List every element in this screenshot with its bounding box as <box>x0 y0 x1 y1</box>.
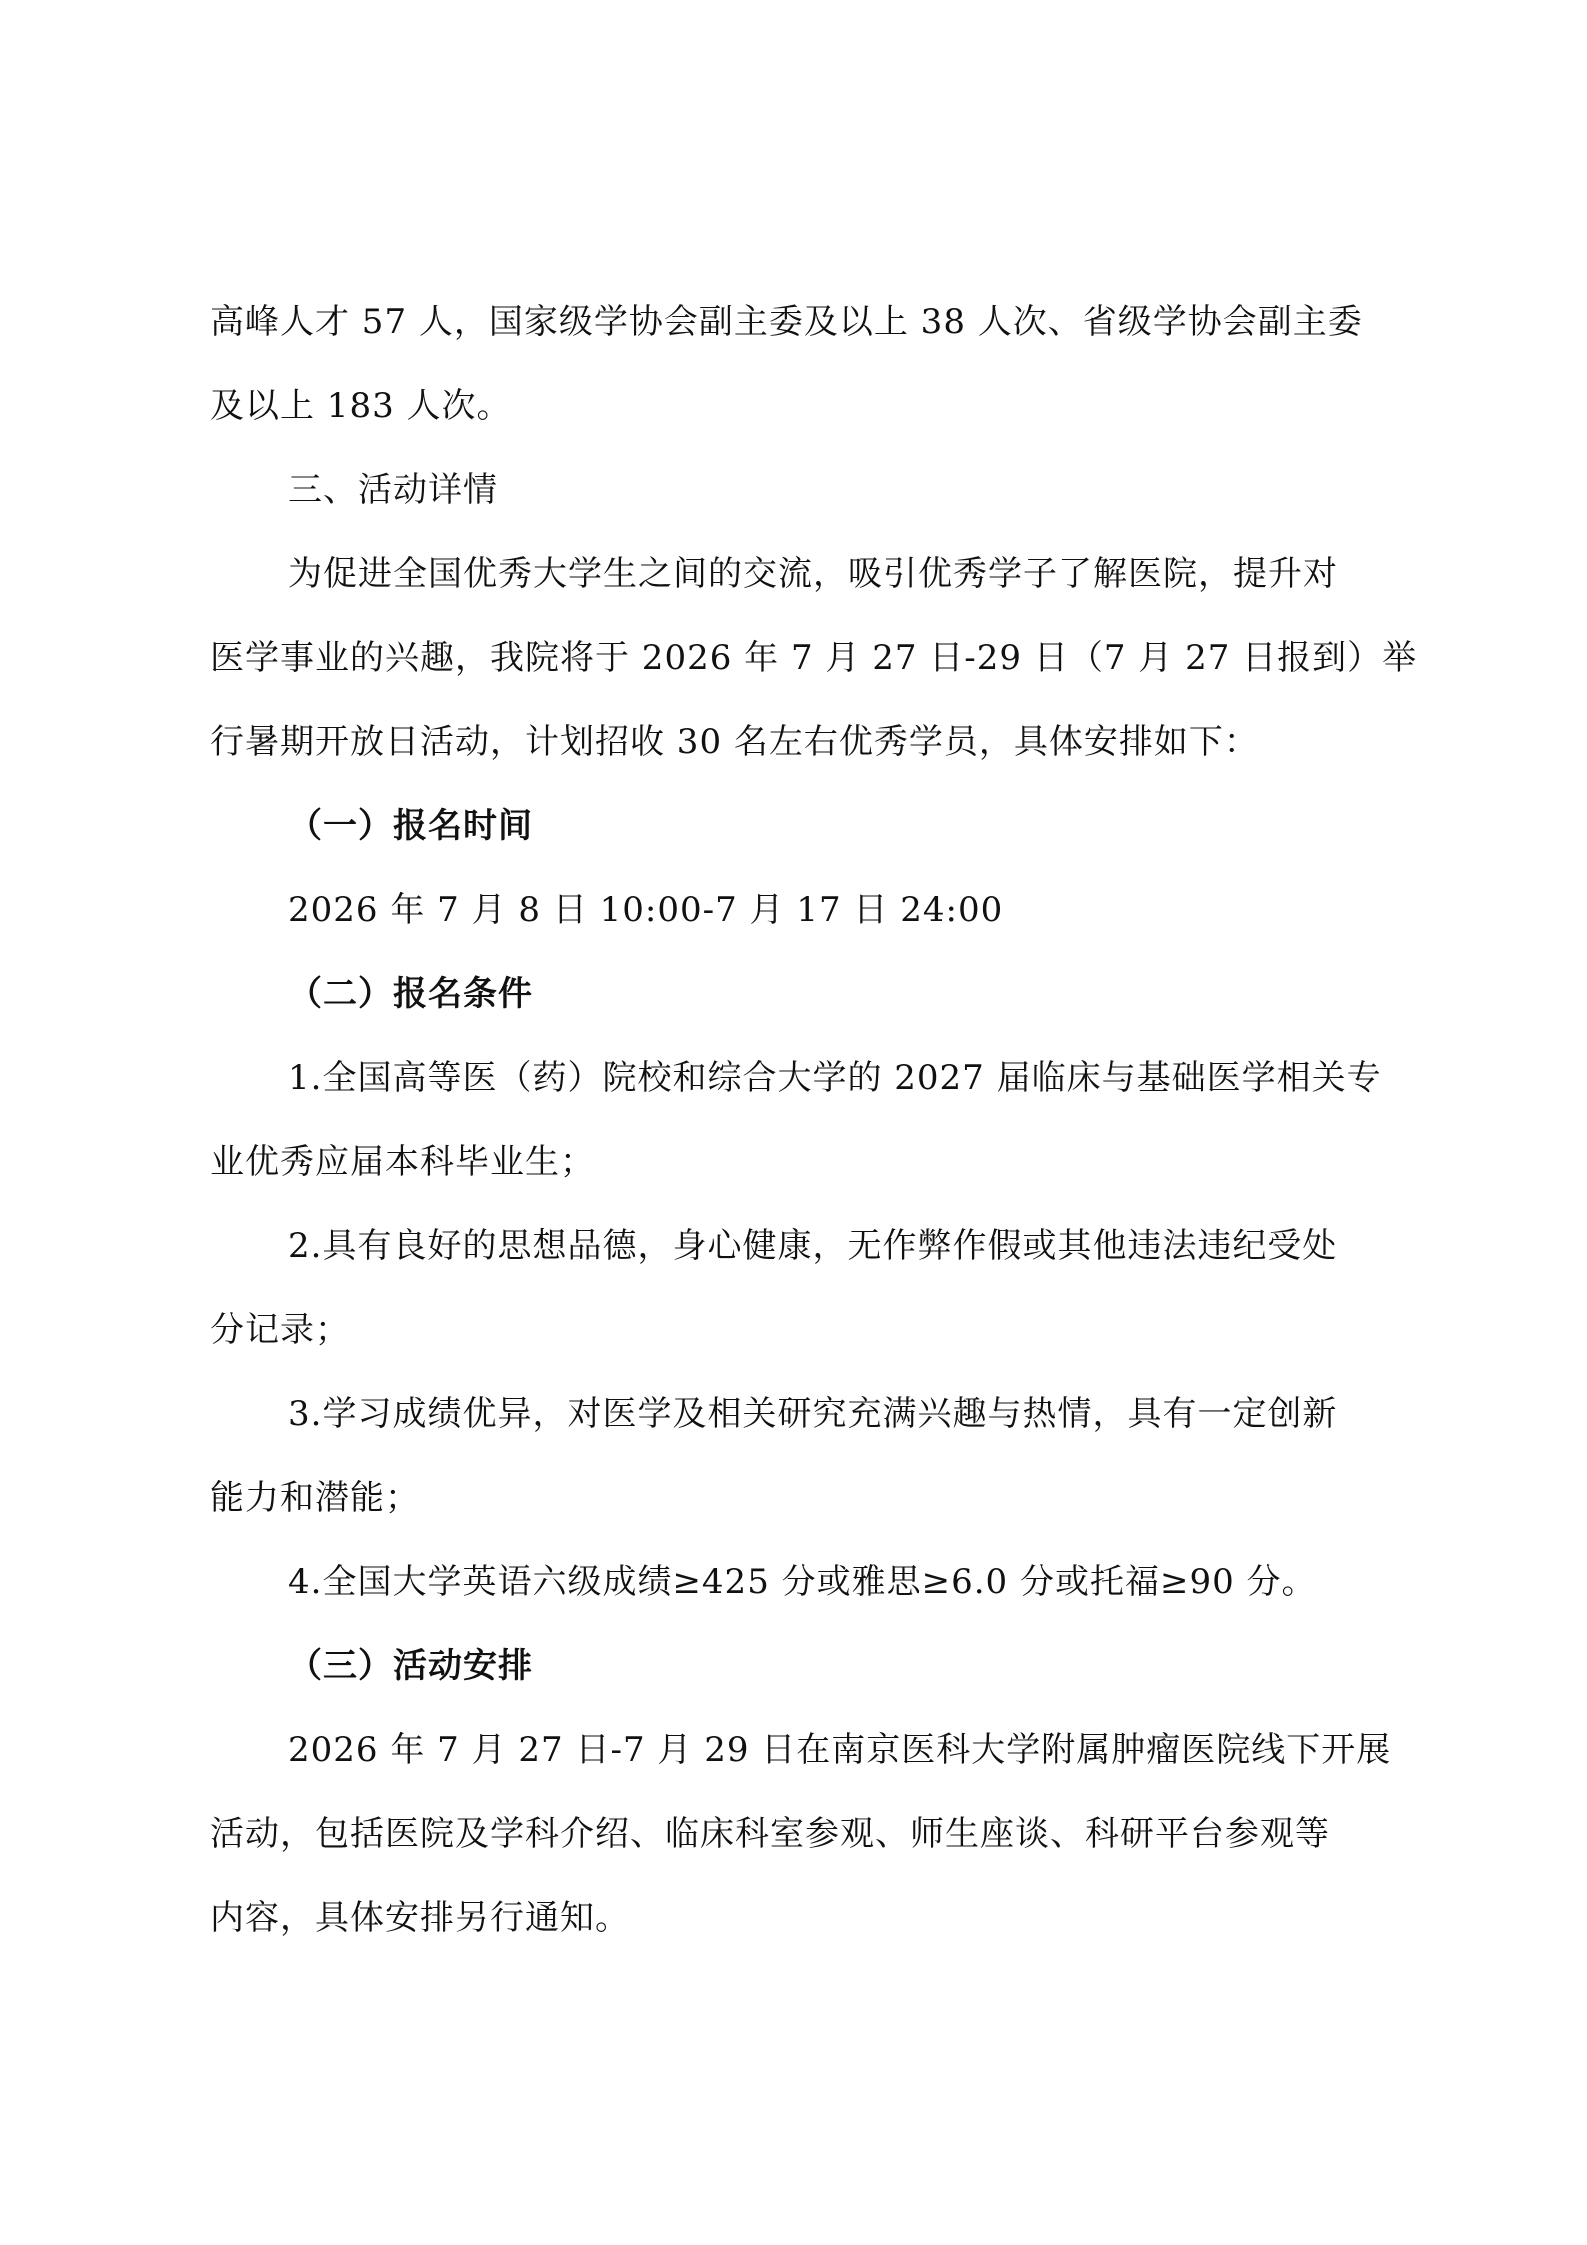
subheading-activity-arrangement: （三）活动安排 <box>288 1646 533 1686</box>
subheading-registration-conditions: （二）报名条件 <box>288 974 533 1014</box>
paragraph-talent-line-2: 及以上 183 人次。 <box>210 386 512 426</box>
condition-4-line-1: 4.全国大学英语六级成绩≥425 分或雅思≥6.0 分或托福≥90 分。 <box>288 1562 1317 1602</box>
condition-3-line-2: 能力和潜能； <box>210 1478 420 1518</box>
activity-intro-line-3: 行暑期开放日活动，计划招收 30 名左右优秀学员，具体安排如下： <box>210 722 1259 762</box>
activity-intro-line-2: 医学事业的兴趣，我院将于 2026 年 7 月 27 日-29 日（7 月 27 日报到）举 <box>210 638 1418 678</box>
section-heading-activity-details: 三、活动详情 <box>288 470 498 510</box>
arrangement-line-2: 活动，包括医院及学科介绍、临床科室参观、师生座谈、科研平台参观等 <box>210 1814 1330 1854</box>
arrangement-line-1: 2026 年 7 月 27 日-7 月 29 日在南京医科大学附属肿瘤医院线下开展 <box>288 1730 1392 1770</box>
condition-2-line-1: 2.具有良好的思想品德，身心健康，无作弊作假或其他违法违纪受处 <box>288 1226 1338 1266</box>
condition-1-line-1: 1.全国高等医（药）院校和综合大学的 2027 届临床与基础医学相关专 <box>288 1058 1382 1098</box>
activity-intro-line-1: 为促进全国优秀大学生之间的交流，吸引优秀学子了解医院，提升对 <box>288 554 1338 594</box>
condition-2-line-2: 分记录； <box>210 1310 350 1350</box>
arrangement-line-3: 内容，具体安排另行通知。 <box>210 1898 630 1938</box>
subheading-registration-time: （一）报名时间 <box>288 806 533 846</box>
condition-1-line-2: 业优秀应届本科毕业生； <box>210 1142 595 1182</box>
paragraph-talent-line-1: 高峰人才 57 人，国家级学协会副主委及以上 38 人次、省级学协会副主委 <box>210 302 1363 342</box>
registration-time-value: 2026 年 7 月 8 日 10:00-7 月 17 日 24:00 <box>288 890 1004 930</box>
condition-3-line-1: 3.学习成绩优异，对医学及相关研究充满兴趣与热情，具有一定创新 <box>288 1394 1338 1434</box>
